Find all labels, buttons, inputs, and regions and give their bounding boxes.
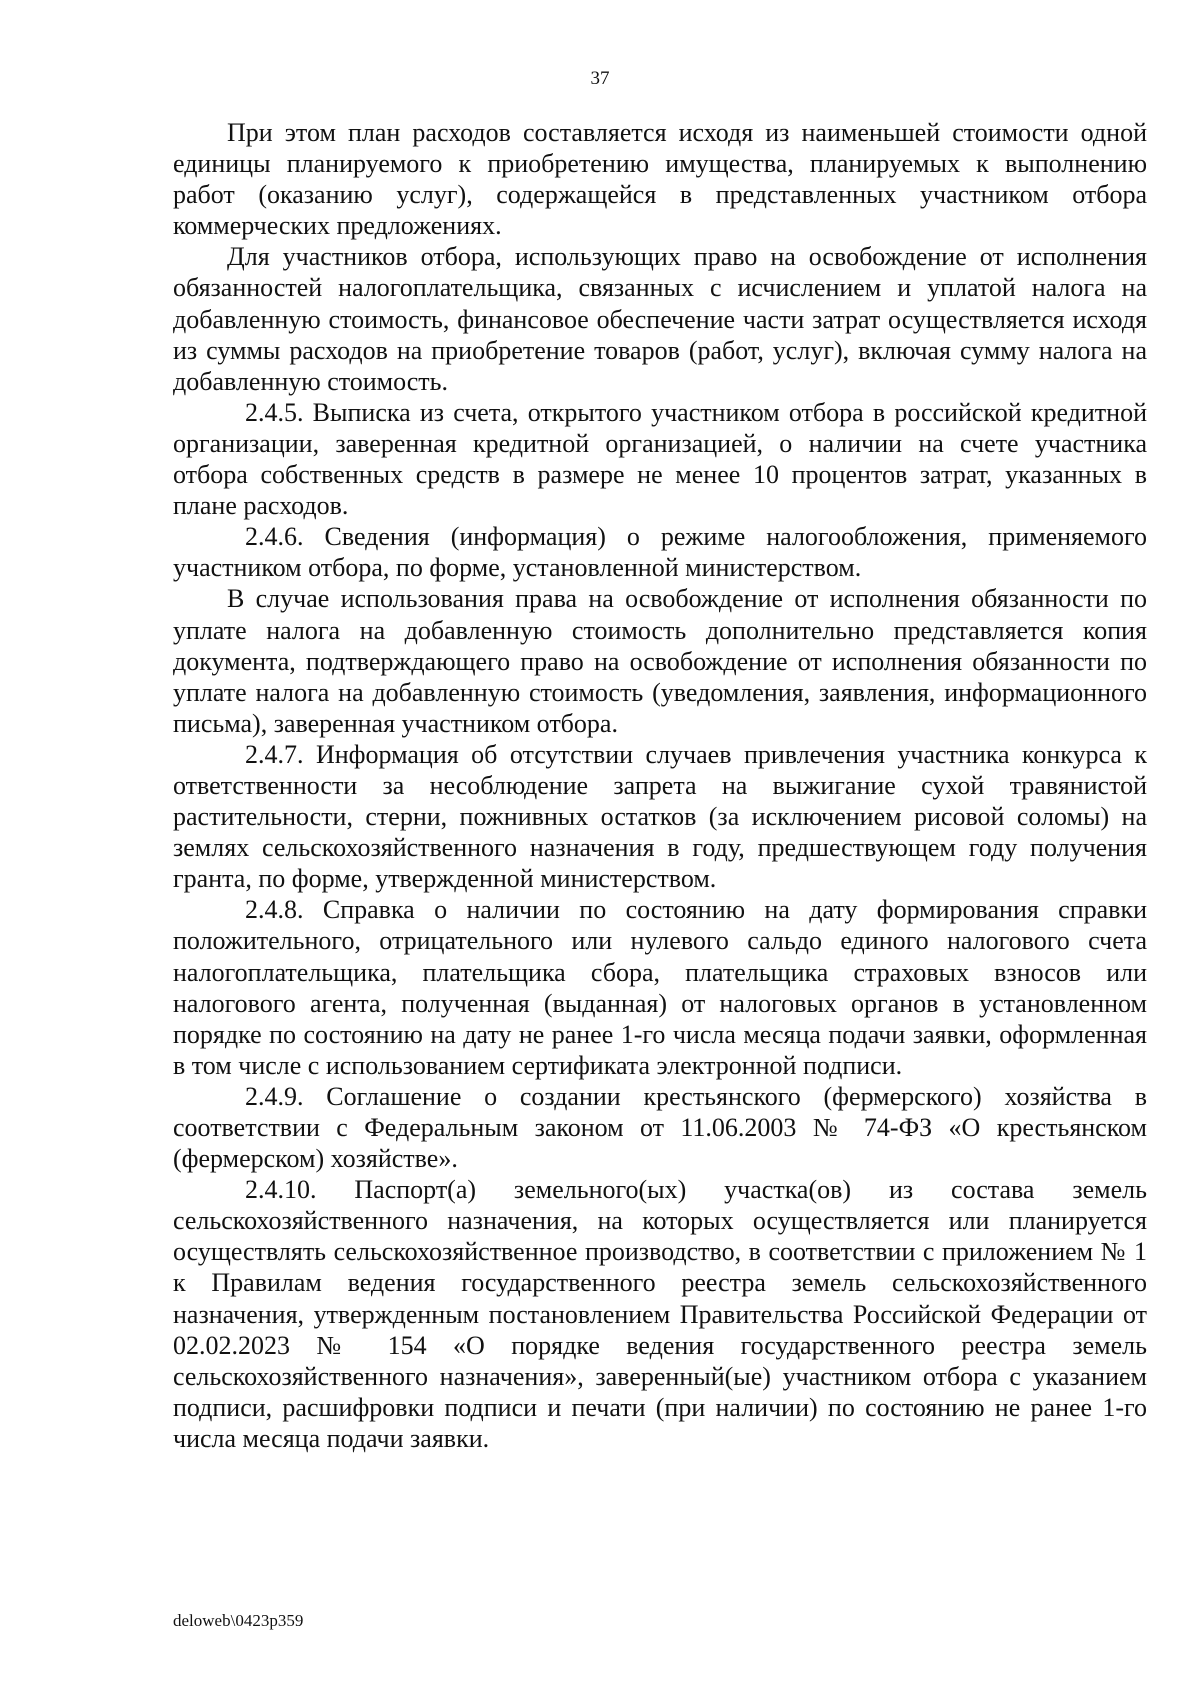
paragraph-vat-exemption-copy: В случае использования права на освобождение от исполнения обязанности по уплате налога на добавленную стоимость дополнительно представляется копия документа, подтверждающего право на освобождение от исполнения обязанности по уплате налога на добавленную стоимость (уведомления, заявления, информационного письма), заверенная участником отбора. — [173, 584, 1147, 738]
paragraph-2-4-10: 2.4.10. Паспорт(а) земельного(ых) участка(ов) из состава земель сельскохозяйственного назначения, на которых осуществляется или планируется осуществлять сельскохозяйственное производство, в соответствии с приложением № 1 к Правилам ведения государственного реестра земель сельскохозяйственного назначения, утвержденным постановлением Правительства Российской Федерации от 02.02.2023 № 154 «О порядке ведения государственного реестра земель сельскохозяйственного назначения», заверенный(ые) участником отбора с указанием подписи, расшифровки подписи и печати (при наличии) по состоянию не ранее 1-го числа месяца подачи заявки. — [173, 1175, 1147, 1453]
paragraph-vat-exemption: Для участников отбора, использующих право на освобождение от исполнения обязанностей налогоплательщика, связанных с исчислением и уплатой налога на добавленную стоимость, финансовое обеспечение части затрат осуществляется исходя из суммы расходов на приобретение товаров (работ, услуг), включая сумму налога на добавленную стоимость. — [173, 242, 1147, 396]
document-body — [173, 117, 1147, 1454]
paragraph-expense-plan: При этом план расходов составляется исходя из наименьшей стоимости одной единицы планируемого к приобретению имущества, планируемых к выполнению работ (оказанию услуг), содержащейся в представленных участником отбора коммерческих предложениях. — [173, 118, 1147, 241]
paragraph-2-4-7: 2.4.7. Информация об отсутствии случаев привлечения участника конкурса к ответственности за несоблюдение запрета на выжигание сухой травянистой растительности, стерни, пожнивных остатков (за исключением рисовой соломы) на землях сельскохозяйственного назначения в году, предшествующем году получения гранта, по форме, утвержденной министерством. — [173, 739, 1147, 894]
paragraph-2-4-8: 2.4.8. Справка о наличии по состоянию на дату формирования справки положительного, отрицательного или нулевого сальдо единого налогового счета налогоплательщика, плательщика сбора, плательщика страховых взносов или налогового агента, полученная (выданная) от налоговых органов в установленном порядке по состоянию на дату не ранее 1-го числа месяца подачи заявки, оформленная в том числе с использованием сертификата электронной подписи. — [173, 895, 1147, 1080]
paragraph-2-4-5: 2.4.5. Выписка из счета, открытого участником отбора в российской кредитной организации, заверенная кредитной организацией, о наличии на счете участника отбора собственных средств в размере не менее 10 процентов затрат, указанных в плане расходов. — [173, 397, 1147, 521]
paragraph-2-4-9: 2.4.9. Соглашение о создании крестьянского (фермерского) хозяйства в соответствии с Федеральным законом от 11.06.2003 № 74-ФЗ «О крестьянском (фермерском) хозяйстве». — [173, 1081, 1147, 1174]
paragraph-2-4-6: 2.4.6. Сведения (информация) о режиме налогообложения, применяемого участником отбора, по форме, установленной министерством. — [173, 522, 1147, 583]
page-number: 37 — [590, 68, 610, 89]
document-footer-code: deloweb\0423p359 — [173, 1611, 304, 1630]
